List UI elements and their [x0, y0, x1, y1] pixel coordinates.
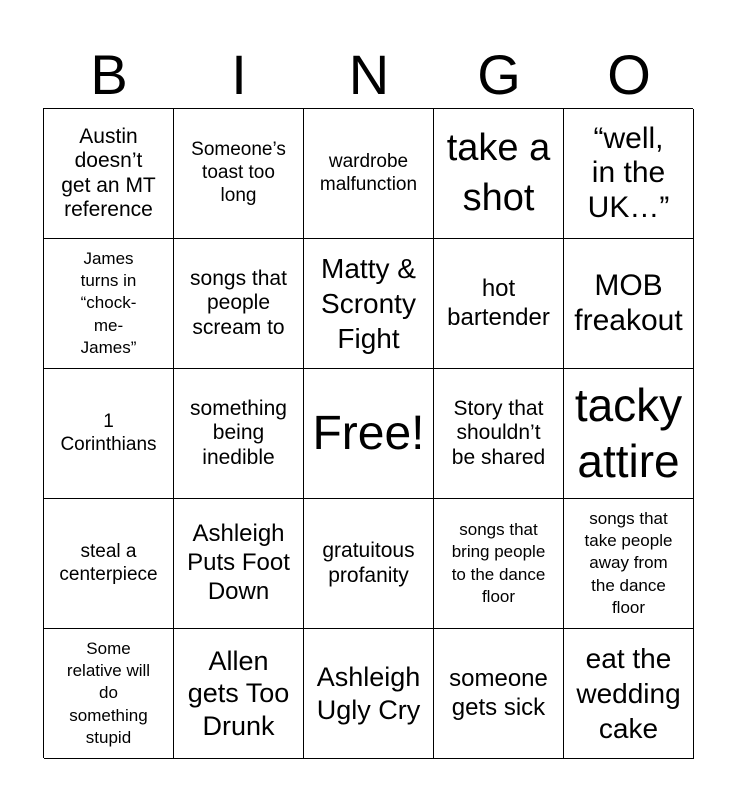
cell-text: Austin doesn’t get an MT reference [61, 125, 156, 221]
header-letter-n: N [348, 43, 390, 106]
bingo-grid [43, 108, 693, 758]
cell-text: MOB freakout [574, 269, 683, 337]
cell-text: something being inedible [190, 397, 287, 469]
cell-text: songs that people scream to [190, 267, 287, 339]
cell-text: 1 Corinthians [60, 410, 157, 455]
cell-text: Allen gets Too Drunk [187, 645, 290, 741]
bingo-cell-r2-c1[interactable] [174, 369, 304, 499]
cell-text: someone gets sick [449, 664, 548, 721]
cell-text: gratuitous profanity [322, 539, 415, 587]
bingo-cell-r2-c2[interactable] [304, 369, 434, 499]
bingo-cell-r3-c0[interactable] [44, 499, 174, 629]
cell-text: songs that bring people to the dance floor [451, 520, 546, 606]
cell-text: Ashleigh Ugly Cry [316, 662, 421, 725]
cell-text: Ashleigh Puts Foot Down [187, 520, 290, 605]
cell-text: James turns in “chock- me- James” [80, 249, 137, 357]
bingo-cell-r1-c3[interactable] [434, 239, 564, 369]
bingo-cell-r0-c4[interactable] [564, 109, 694, 239]
bingo-cell-r1-c4[interactable] [564, 239, 694, 369]
bingo-cell-r0-c1[interactable] [174, 109, 304, 239]
bingo-cell-r0-c2[interactable] [304, 109, 434, 239]
cell-text: Some relative will do something stupid [66, 639, 151, 747]
free-space: Free! [312, 406, 425, 460]
header-letter-i: I [231, 43, 247, 106]
bingo-cell-r1-c2[interactable] [304, 239, 434, 369]
cell-text: Someone’s toast too long [191, 139, 286, 206]
bingo-cell-r3-c2[interactable] [304, 499, 434, 629]
bingo-cell-r1-c1[interactable] [174, 239, 304, 369]
bingo-cell-r2-c0[interactable] [44, 369, 174, 499]
cell-text: take a shot [446, 127, 551, 219]
cell-text: “well, in the UK…” [587, 121, 670, 224]
bingo-cell-r2-c3[interactable] [434, 369, 564, 499]
bingo-cell-r3-c3[interactable] [434, 499, 564, 629]
bingo-cell-r4-c3[interactable] [434, 629, 564, 759]
header-letter-b: B [90, 43, 128, 106]
bingo-cell-r3-c4[interactable] [564, 499, 694, 629]
header-letter-o: O [607, 43, 651, 106]
bingo-cell-r4-c2[interactable] [304, 629, 434, 759]
bingo-cell-r4-c4[interactable] [564, 629, 694, 759]
bingo-cell-r0-c0[interactable] [44, 109, 174, 239]
cell-text: tacky attire [574, 379, 683, 487]
bingo-cell-r0-c3[interactable] [434, 109, 564, 239]
bingo-cell-r4-c1[interactable] [174, 629, 304, 759]
cell-text: Matty & Scronty Fight [321, 253, 416, 354]
cell-text: songs that take people away from the dance floor [584, 509, 673, 617]
cell-text: eat the wedding cake [576, 643, 681, 744]
bingo-header [44, 42, 694, 108]
header-letter-g: G [477, 43, 521, 106]
cell-text: steal a centerpiece [59, 540, 158, 585]
bingo-cell-r3-c1[interactable] [174, 499, 304, 629]
cell-text: Story that shouldn’t be shared [451, 397, 546, 469]
cell-text: hot bartender [447, 274, 550, 331]
bingo-cell-r1-c0[interactable] [44, 239, 174, 369]
bingo-cell-r2-c4[interactable] [564, 369, 694, 499]
cell-text: wardrobe malfunction [319, 150, 418, 195]
bingo-cell-r4-c0[interactable] [44, 629, 174, 759]
